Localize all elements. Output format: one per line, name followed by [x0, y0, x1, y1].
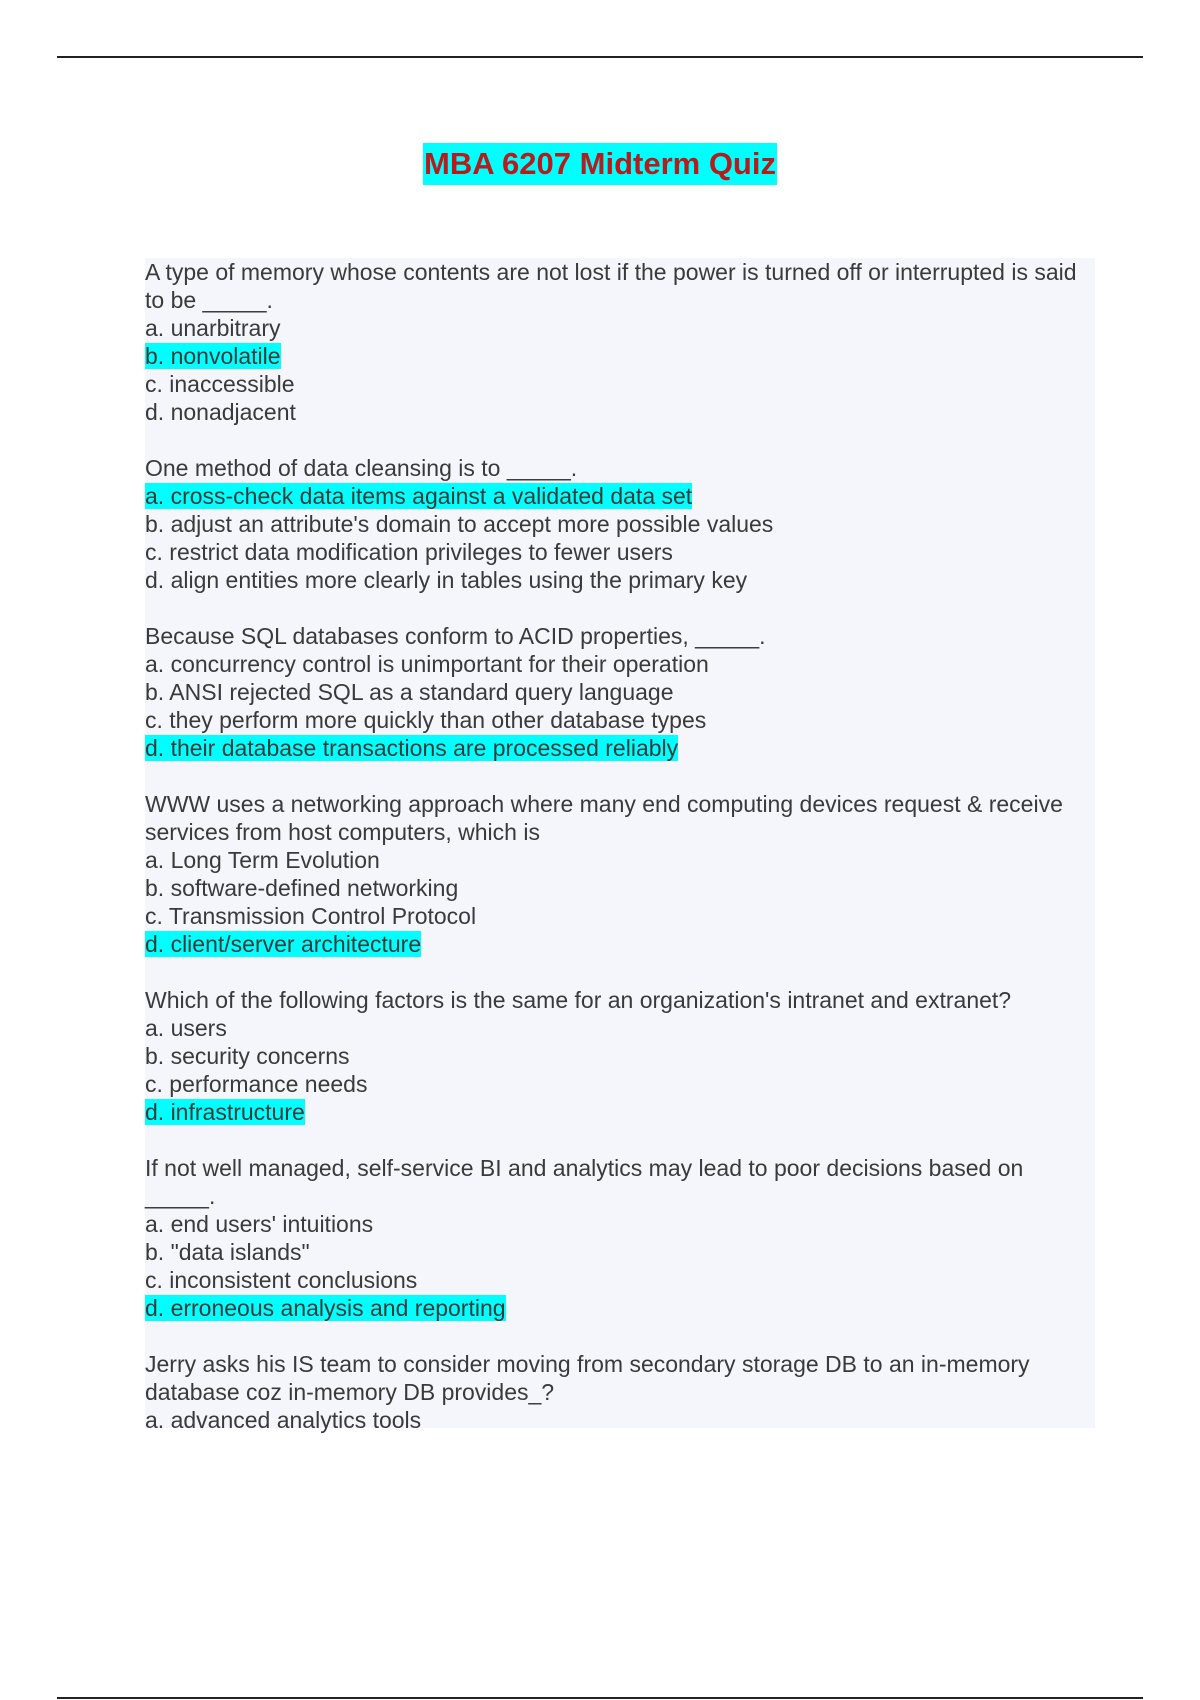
option-text: a. concurrency control is unimportant for their operation [145, 651, 709, 677]
option-text: b. security concerns [145, 1043, 350, 1069]
option-text: c. Transmission Control Protocol [145, 903, 477, 929]
question-block-1 [145, 258, 1095, 426]
bottom-rule [57, 1697, 1143, 1699]
option-text: a. advanced analytics tools [145, 1407, 422, 1433]
option-text-highlighted: d. their database transactions are processed reliably [145, 735, 679, 761]
answer-option [145, 510, 1095, 538]
option-text: a. users [145, 1015, 227, 1041]
answer-option [145, 370, 1095, 398]
option-text: b. "data islands" [145, 1239, 310, 1265]
option-text: c. they perform more quickly than other database types [145, 707, 707, 733]
answer-option-correct [145, 1294, 1095, 1322]
answer-option [145, 314, 1095, 342]
option-text: c. restrict data modification privileges to fewer users [145, 539, 673, 565]
answer-option [145, 902, 1095, 930]
answer-option [145, 706, 1095, 734]
option-text: b. adjust an attribute's domain to accept more possible values [145, 511, 774, 537]
question-text: If not well managed, self-service BI and analytics may lead to poor decisions based on _____. [145, 1155, 1024, 1209]
question-text: Because SQL databases conform to ACID properties, _____. [145, 623, 766, 649]
option-text-highlighted: d. erroneous analysis and reporting [145, 1295, 506, 1321]
question-block-2 [145, 454, 1095, 594]
title-wrap [0, 143, 1200, 185]
answer-option [145, 1238, 1095, 1266]
answer-option [145, 846, 1095, 874]
option-text-highlighted: d. client/server architecture [145, 931, 422, 957]
answer-option-correct [145, 734, 1095, 762]
answer-option [145, 398, 1095, 426]
answer-option-correct [145, 1098, 1095, 1126]
quiz-content [145, 258, 1095, 1433]
question-text: A type of memory whose contents are not lost if the power is turned off or interrupted is said to be _____. [145, 259, 1077, 313]
answer-option-correct [145, 342, 1095, 370]
option-text-highlighted: d. infrastructure [145, 1099, 305, 1125]
option-text: c. inconsistent conclusions [145, 1267, 418, 1293]
question-block-3 [145, 622, 1095, 762]
option-text: c. performance needs [145, 1071, 368, 1097]
question-text: One method of data cleansing is to _____. [145, 455, 578, 481]
answer-option [145, 650, 1095, 678]
answer-option [145, 678, 1095, 706]
answer-option [145, 1210, 1095, 1238]
answer-option [145, 1014, 1095, 1042]
answer-option [145, 1070, 1095, 1098]
document-title: MBA 6207 Midterm Quiz [423, 143, 777, 185]
option-text: a. Long Term Evolution [145, 847, 380, 873]
top-rule [57, 56, 1143, 58]
option-text: a. unarbitrary [145, 315, 281, 341]
question-block-7 [145, 1350, 1095, 1434]
option-text: b. software-defined networking [145, 875, 459, 901]
option-text: d. nonadjacent [145, 399, 296, 425]
answer-option [145, 566, 1095, 594]
question-text: Jerry asks his IS team to consider moving from secondary storage DB to an in-memory database coz in-memory DB provides_? [145, 1351, 1030, 1405]
option-text-highlighted: a. cross-check data items against a validated data set [145, 483, 693, 509]
answer-option [145, 874, 1095, 902]
option-text: b. ANSI rejected SQL as a standard query language [145, 679, 674, 705]
answer-option-correct [145, 930, 1095, 958]
question-block-5 [145, 986, 1095, 1126]
answer-option [145, 1406, 1095, 1434]
question-block-6 [145, 1154, 1095, 1322]
answer-option-correct [145, 482, 1095, 510]
option-text: a. end users' intuitions [145, 1211, 374, 1237]
question-block-4 [145, 790, 1095, 958]
answer-option [145, 1042, 1095, 1070]
option-text: d. align entities more clearly in tables using the primary key [145, 567, 748, 593]
answer-option [145, 1266, 1095, 1294]
question-text: WWW uses a networking approach where many end computing devices request & receive services from host computers, which is [145, 791, 1063, 845]
option-text: c. inaccessible [145, 371, 295, 397]
question-text: Which of the following factors is the same for an organization's intranet and extranet? [145, 987, 1012, 1013]
answer-option [145, 538, 1095, 566]
option-text-highlighted: b. nonvolatile [145, 343, 281, 369]
